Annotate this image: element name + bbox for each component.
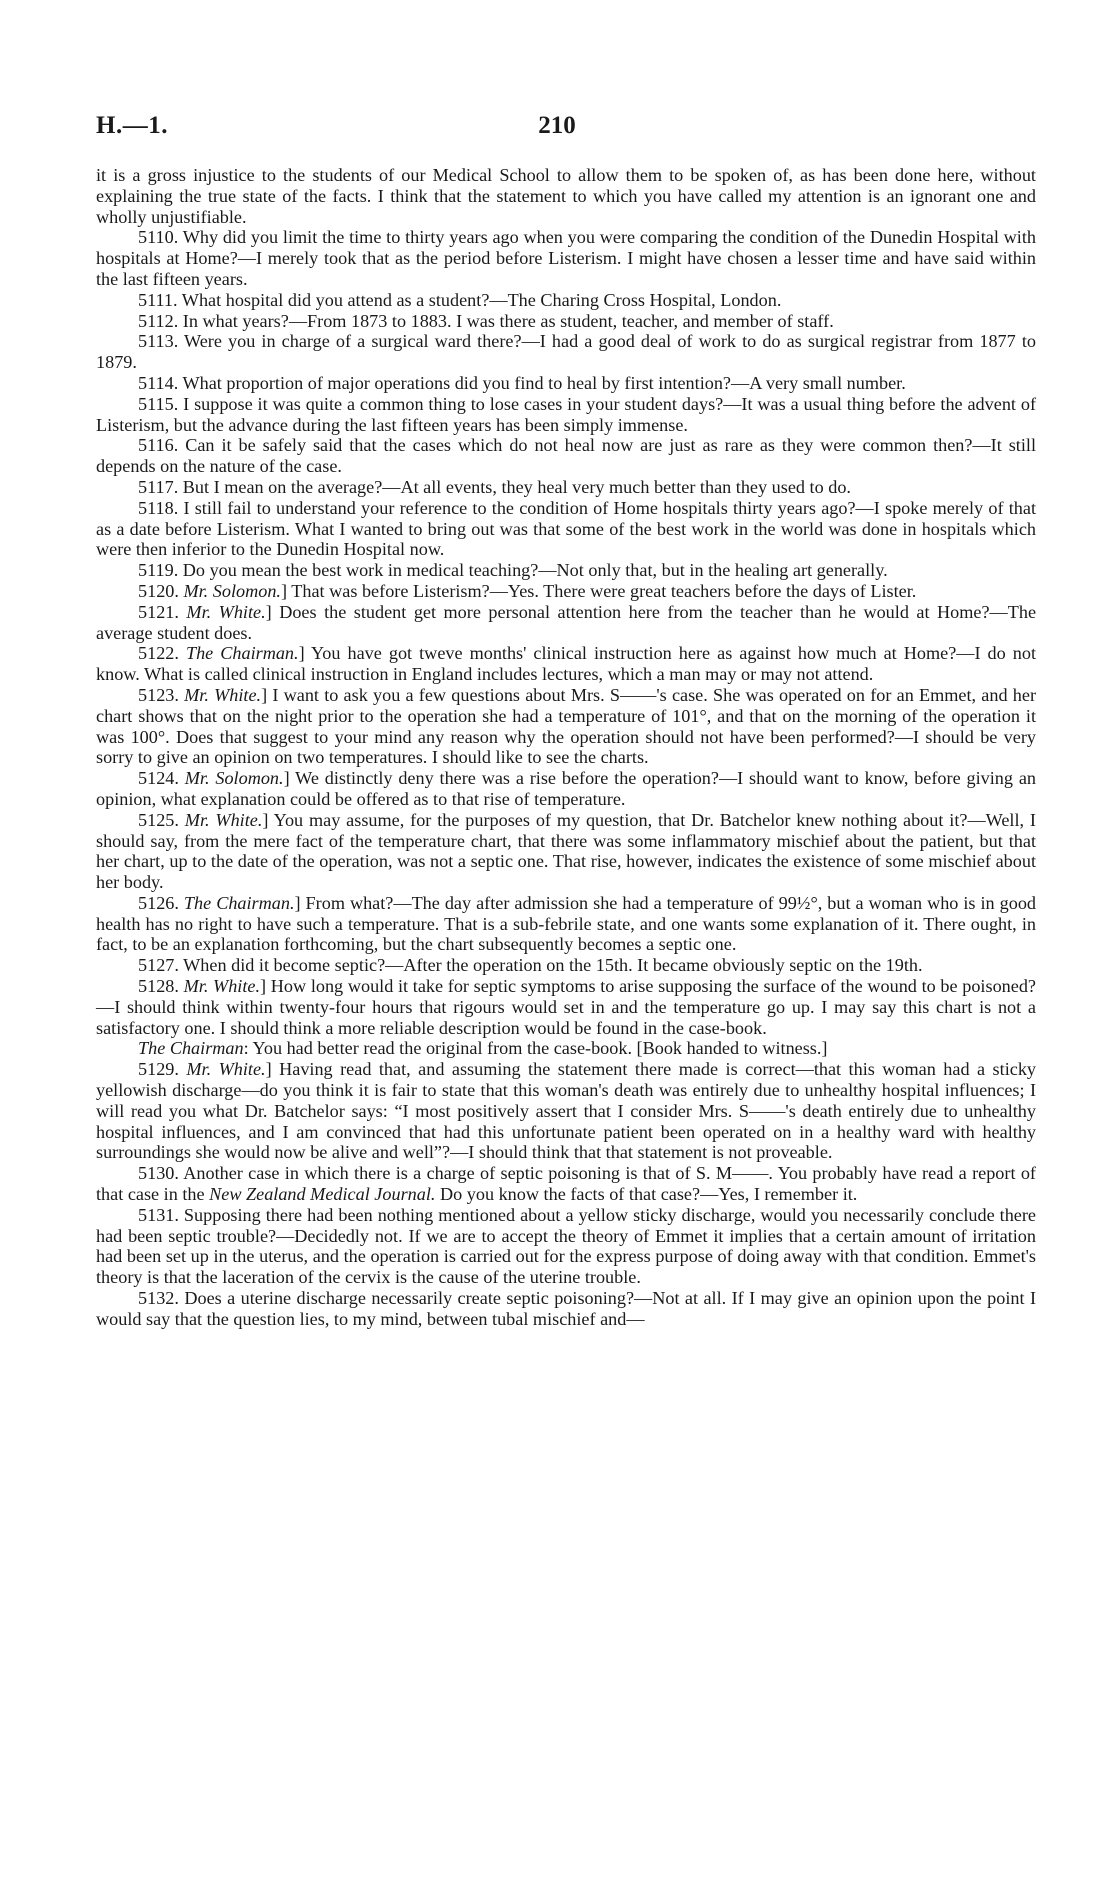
paragraph — [96, 768, 1036, 810]
paragraph-text: 5130. Another case in which there is a charge of septic poisoning is that of S. M——. You probably have read a report of that case in the — [96, 1163, 1036, 1205]
paragraph — [96, 311, 1036, 332]
paragraph-text: 5132. Does a uterine discharge necessarily create septic poisoning?—Not at all. If I may give an opinion upon the point I would say that the question lies, to my mind, between tubal mischief and— — [96, 1288, 1036, 1329]
paragraph-text: 5131. Supposing there had been nothing mentioned about a yellow sticky discharge, would you necessarily conclude there had been septic trouble?—Decidedly not. If we are to accept the theory of Emmet it implies that a certain amount of irritation had been set up in the uterus, and the operation is carried out for the express purpose of doing away with that condition. Emmet's theory is that the laceration of the cervix is the cause of the uterine trouble. — [96, 1204, 1036, 1288]
speaker-name: The Chairman — [138, 1038, 244, 1059]
paragraph-text: 5119. Do you mean the best work in medical teaching?—Not only that, but in the healing art generally. — [138, 560, 888, 581]
paragraph-text: 5120. — [138, 580, 184, 601]
paragraph — [96, 1038, 1036, 1059]
speaker-name: Mr. Solomon. — [184, 768, 284, 789]
paragraph-text: Do you know the facts of that case?—Yes, I remember it. — [435, 1184, 858, 1205]
paragraph — [96, 290, 1036, 311]
paragraph-text: 5125. — [138, 809, 185, 830]
paragraph — [96, 1288, 1036, 1330]
paragraph-text: 5121. — [138, 601, 187, 622]
paragraph — [96, 477, 1036, 498]
paragraph — [96, 643, 1036, 685]
paragraph — [96, 1059, 1036, 1163]
paragraph — [96, 602, 1036, 644]
document-reference: H.—1. — [96, 112, 168, 139]
paragraph-text: 5129. — [138, 1059, 187, 1080]
paragraph-text: ] That was before Listerism?—Yes. There were great teachers before the days of Lister. — [280, 580, 917, 601]
paragraph — [96, 165, 1036, 227]
paragraph — [96, 1163, 1036, 1205]
paragraph — [96, 498, 1036, 560]
page-number: 210 — [538, 112, 576, 139]
paragraph-text: ] How long would it take for septic symptoms to arise supposing the surface of the wound to be poisoned?—I should think within twenty-four hours that rigours would set in and the temperature go up. I may say this chart is not a satisfactory one. I should think a more reliable description would be found in the case-book. — [96, 976, 1036, 1038]
paragraph-text: ] I want to ask you a few questions about Mrs. S——'s case. She was operated on for an Emmet, and her chart shows that on the night prior to the operation she had a temperature of 101°, and that on the morning of the operation it was 100°. Does that suggest to your mind any reason why the operation should not have been performed?—I should be very sorry to give an opinion on two temperatures. I should like to see the charts. — [96, 684, 1036, 768]
paragraph — [96, 373, 1036, 394]
paragraph-text: ] We distinctly deny there was a rise before the operation?—I should want to know, before giving an opinion, what explanation could be offered as to that rise of temperature. — [96, 768, 1036, 809]
speaker-name: Mr. White. — [183, 976, 261, 997]
paragraph-text: ] You have got tweve months' clinical instruction here as against how much at Home?—I do not know. What is called clinical instruction in England includes lectures, which a man may or may not attend. — [96, 643, 1036, 685]
paragraph-text: 5127. When did it become septic?—After the operation on the 15th. It became obviously septic on the 19th. — [138, 955, 923, 976]
document-body — [96, 165, 1036, 1330]
paragraph-text: 5114. What proportion of major operations did you find to heal by first intention?—A very small number. — [138, 372, 906, 393]
speaker-name: Mr. Solomon. — [183, 580, 281, 601]
paragraph — [96, 1205, 1036, 1288]
paragraph-text: 5111. What hospital did you attend as a student?—The Charing Cross Hospital, London. — [138, 289, 782, 310]
speaker-name: The Chairman. — [185, 643, 299, 664]
paragraph — [96, 394, 1036, 436]
paragraph — [96, 581, 1036, 602]
speaker-name: Mr. White. — [184, 809, 263, 830]
speaker-name: Mr. White. — [184, 684, 262, 705]
paragraph-text: : You had better read the original from the case-book. [Book handed to witness.] — [243, 1038, 828, 1059]
paragraph-text: ] You may assume, for the purposes of my question, that Dr. Batchelor knew nothing about it?—Well, I should say, from the mere fact of the temperature chart, that there was some inflammatory mischief about the patient, but that her chart, up to the date of the operation, was not a septic one. That rise, however, indicates the existence of some mischief about her body. — [96, 809, 1036, 893]
paragraph — [96, 955, 1036, 976]
paragraph — [96, 560, 1036, 581]
paragraph — [96, 976, 1036, 1038]
paragraph-text: ] Having read that, and assuming the statement there made is correct—that this woman had a sticky yellowish discharge—do you think it is fair to state that this woman's death was entirely due to unhealthy hospital influences; I will read you what Dr. Batchelor says: “I most positively assert that I consider Mrs. S——'s death entirely due to unhealthy hospital influences, and I am convinced that had this unfortunate patient been operated on in a healthy ward with healthy surroundings she would now be alive and well”?—I should think that that statement is not proveable. — [96, 1059, 1037, 1163]
page-header — [96, 112, 1018, 152]
paragraph-text: 5117. But I mean on the average?—At all events, they heal very much better than they used to do. — [138, 476, 851, 497]
paragraph-text: 5123. — [138, 684, 185, 705]
paragraph-text: 5115. I suppose it was quite a common thing to lose cases in your student days?—It was a usual thing before the advent of Listerism, but the advance during the last fifteen years has been simply immense. — [96, 393, 1036, 435]
speaker-name: Mr. White. — [186, 601, 266, 622]
paragraph-text: it is a gross injustice to the students of our Medical School to allow them to be spoken of, as has been done here, without explaining the true state of the facts. I think that the statement to which you have called my attention is an ignorant one and wholly unjustifiable. — [96, 165, 1036, 227]
paragraph-text: 5122. — [138, 643, 186, 664]
paragraph-text: 5126. — [138, 892, 184, 913]
paragraph-text: 5112. In what years?—From 1873 to 1883. I was there as student, teacher, and member of staff. — [138, 310, 834, 331]
paragraph-text: 5110. Why did you limit the time to thirty years ago when you were comparing the condition of the Dunedin Hospital with hospitals at Home?—I merely took that as the period before Listerism. I might have chosen a lesser time and have said within the last fifteen years. — [96, 227, 1036, 289]
paragraph — [96, 685, 1036, 768]
paragraph-text: 5118. I still fail to understand your reference to the condition of Home hospitals thirty years ago?—I spoke merely of that as a date before Listerism. What I wanted to bring out was that some of the best work in the world was done in hospitals which were then inferior to the Dunedin Hospital now. — [96, 497, 1036, 560]
paragraph-text: ] Does the student get more personal attention here from the teacher than he would at Home?—The average student does. — [96, 601, 1037, 643]
paragraph-text: 5113. Were you in charge of a surgical ward there?—I had a good deal of work to do as surgical registrar from 1877 to 1879. — [96, 331, 1036, 373]
paragraph-text: 5124. — [138, 768, 185, 789]
speaker-name: New Zealand Medical Journal. — [209, 1184, 436, 1205]
paragraph — [96, 893, 1036, 955]
speaker-name: The Chairman. — [183, 892, 295, 913]
paragraph — [96, 227, 1036, 289]
paragraph-text: ] From what?—The day after admission she had a temperature of 99½°, but a woman who is in good health has no right to have such a temperature. That is a sub-febrile state, and one wants some explanation of it. There ought, in fact, to be an explanation forthcoming, but the chart subsequently becomes a septic one. — [96, 892, 1037, 955]
paragraph-text: 5116. Can it be safely said that the cases which do not heal now are just as rare as they were common then?—It still depends on the nature of the case. — [96, 435, 1036, 477]
paragraph — [96, 810, 1036, 893]
paragraph — [96, 435, 1036, 477]
speaker-name: Mr. White. — [186, 1059, 266, 1080]
paragraph-text: 5128. — [138, 976, 184, 997]
paragraph — [96, 331, 1036, 373]
